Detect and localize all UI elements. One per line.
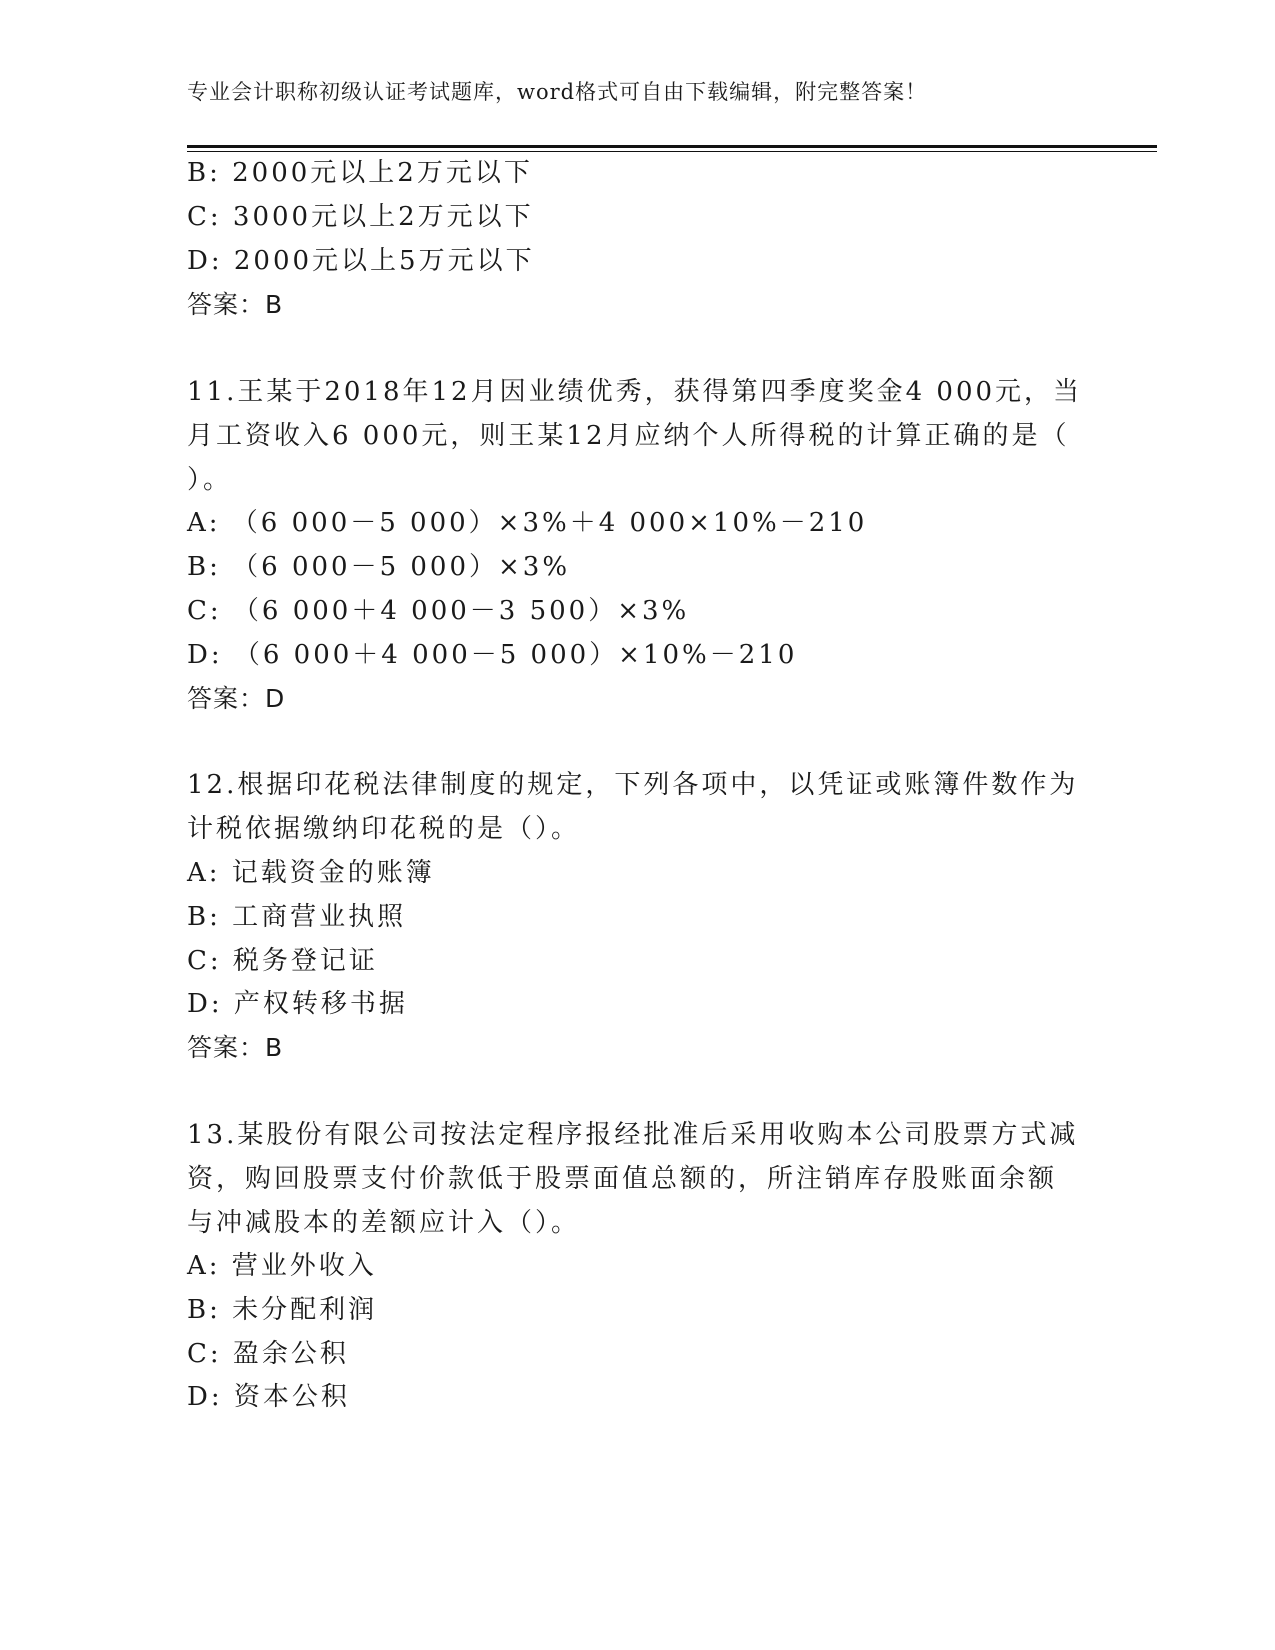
question-13-stem-line-1: 13.某股份有限公司按法定程序报经批准后采用收购本公司股票方式减 (187, 1120, 1079, 1150)
question-12-stem-line-2: 计税依据缴纳印花税的是（）。 (187, 814, 581, 844)
question-12-option-d: D: 产权转移书据 (187, 989, 408, 1019)
question-12-option-a: A: 记载资金的账簿 (187, 858, 435, 888)
question-11-option-c: C: （6 000＋4 000－3 500）×3% (187, 596, 690, 626)
question-13-option-c: C: 盈余公积 (187, 1339, 349, 1369)
option-c: C: 3000元以上2万元以下 (187, 202, 534, 232)
question-11-stem-line-3: ）。 (187, 465, 233, 495)
question-11-stem-line-1: 11.王某于2018年12月因业绩优秀，获得第四季度奖金4 000元，当 (187, 377, 1083, 407)
header-rule (187, 145, 1157, 152)
question-12-option-b: B: 工商营业执照 (187, 902, 407, 932)
question-13-option-d: D: 资本公积 (187, 1382, 350, 1412)
question-11-answer: 答案：D (187, 684, 286, 713)
question-11-option-a: A: （6 000－5 000）×3%＋4 000×10%－210 (187, 508, 868, 538)
question-13-stem-line-3: 与冲减股本的差额应计入（）。 (187, 1208, 581, 1238)
question-11-option-b: B: （6 000－5 000）×3% (187, 552, 571, 582)
question-13-option-b: B: 未分配利润 (187, 1295, 378, 1325)
option-b: B: 2000元以上2万元以下 (187, 158, 533, 188)
question-11-option-d: D: （6 000＋4 000－5 000）×10%－210 (187, 640, 798, 670)
question-12-option-c: C: 税务登记证 (187, 946, 378, 976)
question-12-stem-line-1: 12.根据印花税法律制度的规定，下列各项中，以凭证或账簿件数作为 (187, 770, 1079, 800)
page-header: 专业会计职称初级认证考试题库，word格式可自由下载编辑，附完整答案！ (187, 80, 928, 104)
question-12-answer: 答案：B (187, 1033, 284, 1062)
question-11-stem-line-2: 月工资收入6 000元，则王某12月应纳个人所得税的计算正确的是（ (187, 421, 1070, 451)
question-13-stem-line-2: 资，购回股票支付价款低于股票面值总额的，所注销库存股账面余额 (187, 1164, 1058, 1194)
answer: 答案：B (187, 290, 284, 319)
option-d: D: 2000元以上5万元以下 (187, 246, 535, 276)
question-13-option-a: A: 营业外收入 (187, 1251, 377, 1281)
